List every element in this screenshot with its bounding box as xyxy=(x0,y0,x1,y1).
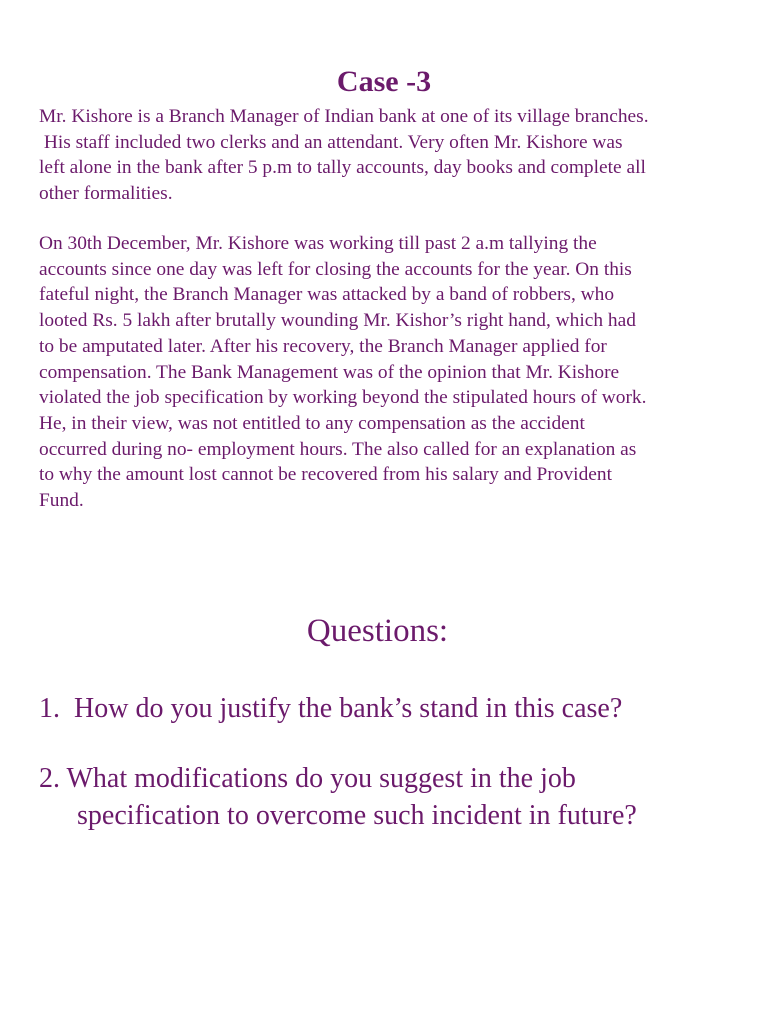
question-line: 2. What modifications do you suggest in the job xyxy=(39,763,576,794)
questions-heading: Questions: xyxy=(306,613,449,649)
paragraph-line: to be amputated later. After his recovery, the Branch Manager applied for xyxy=(39,335,607,357)
paragraph-line: looted Rs. 5 lakh after brutally wounding Mr. Kishor’s right hand, which had xyxy=(39,310,636,332)
case-title: Case -3 xyxy=(336,65,432,98)
question-1 xyxy=(39,690,622,727)
paragraph-line: He, in their view, was not entitled to any compensation as the accident xyxy=(39,412,585,434)
paragraph-line: to why the amount lost cannot be recovered from his salary and Provident xyxy=(39,464,612,486)
paragraph-line: fateful night, the Branch Manager was attacked by a band of robbers, who xyxy=(39,284,615,306)
question-2 xyxy=(39,760,637,834)
paragraph-line: On 30th December, Mr. Kishore was working till past 2 a.m tallying the xyxy=(39,233,597,254)
paragraph-line: violated the job specification by working beyond the stipulated hours of work. xyxy=(39,387,647,409)
case-paragraph-1 xyxy=(39,104,739,207)
paragraph-line: accounts since one day was left for closing the accounts for the year. On this xyxy=(39,258,632,280)
paragraph-line: Mr. Kishore is a Branch Manager of Indian bank at one of its village branches. xyxy=(39,106,649,127)
paragraph-line: occurred during no- employment hours. The also called for an explanation as xyxy=(39,438,637,460)
paragraph-line: compensation. The Bank Management was of the opinion that Mr. Kishore xyxy=(39,361,620,383)
paragraph-line: His staff included two clerks and an attendant. Very often Mr. Kishore was xyxy=(39,131,623,153)
paragraph-line: left alone in the bank after 5 p.m to tally accounts, day books and complete all xyxy=(39,157,646,179)
question-line: specification to overcome such incident in future? xyxy=(77,800,637,831)
paragraph-line: other formalities. xyxy=(39,183,173,205)
case-paragraph-2 xyxy=(39,231,739,514)
question-line: 1. How do you justify the bank’s stand in this case? xyxy=(39,693,623,724)
paragraph-line: Fund. xyxy=(39,490,84,512)
